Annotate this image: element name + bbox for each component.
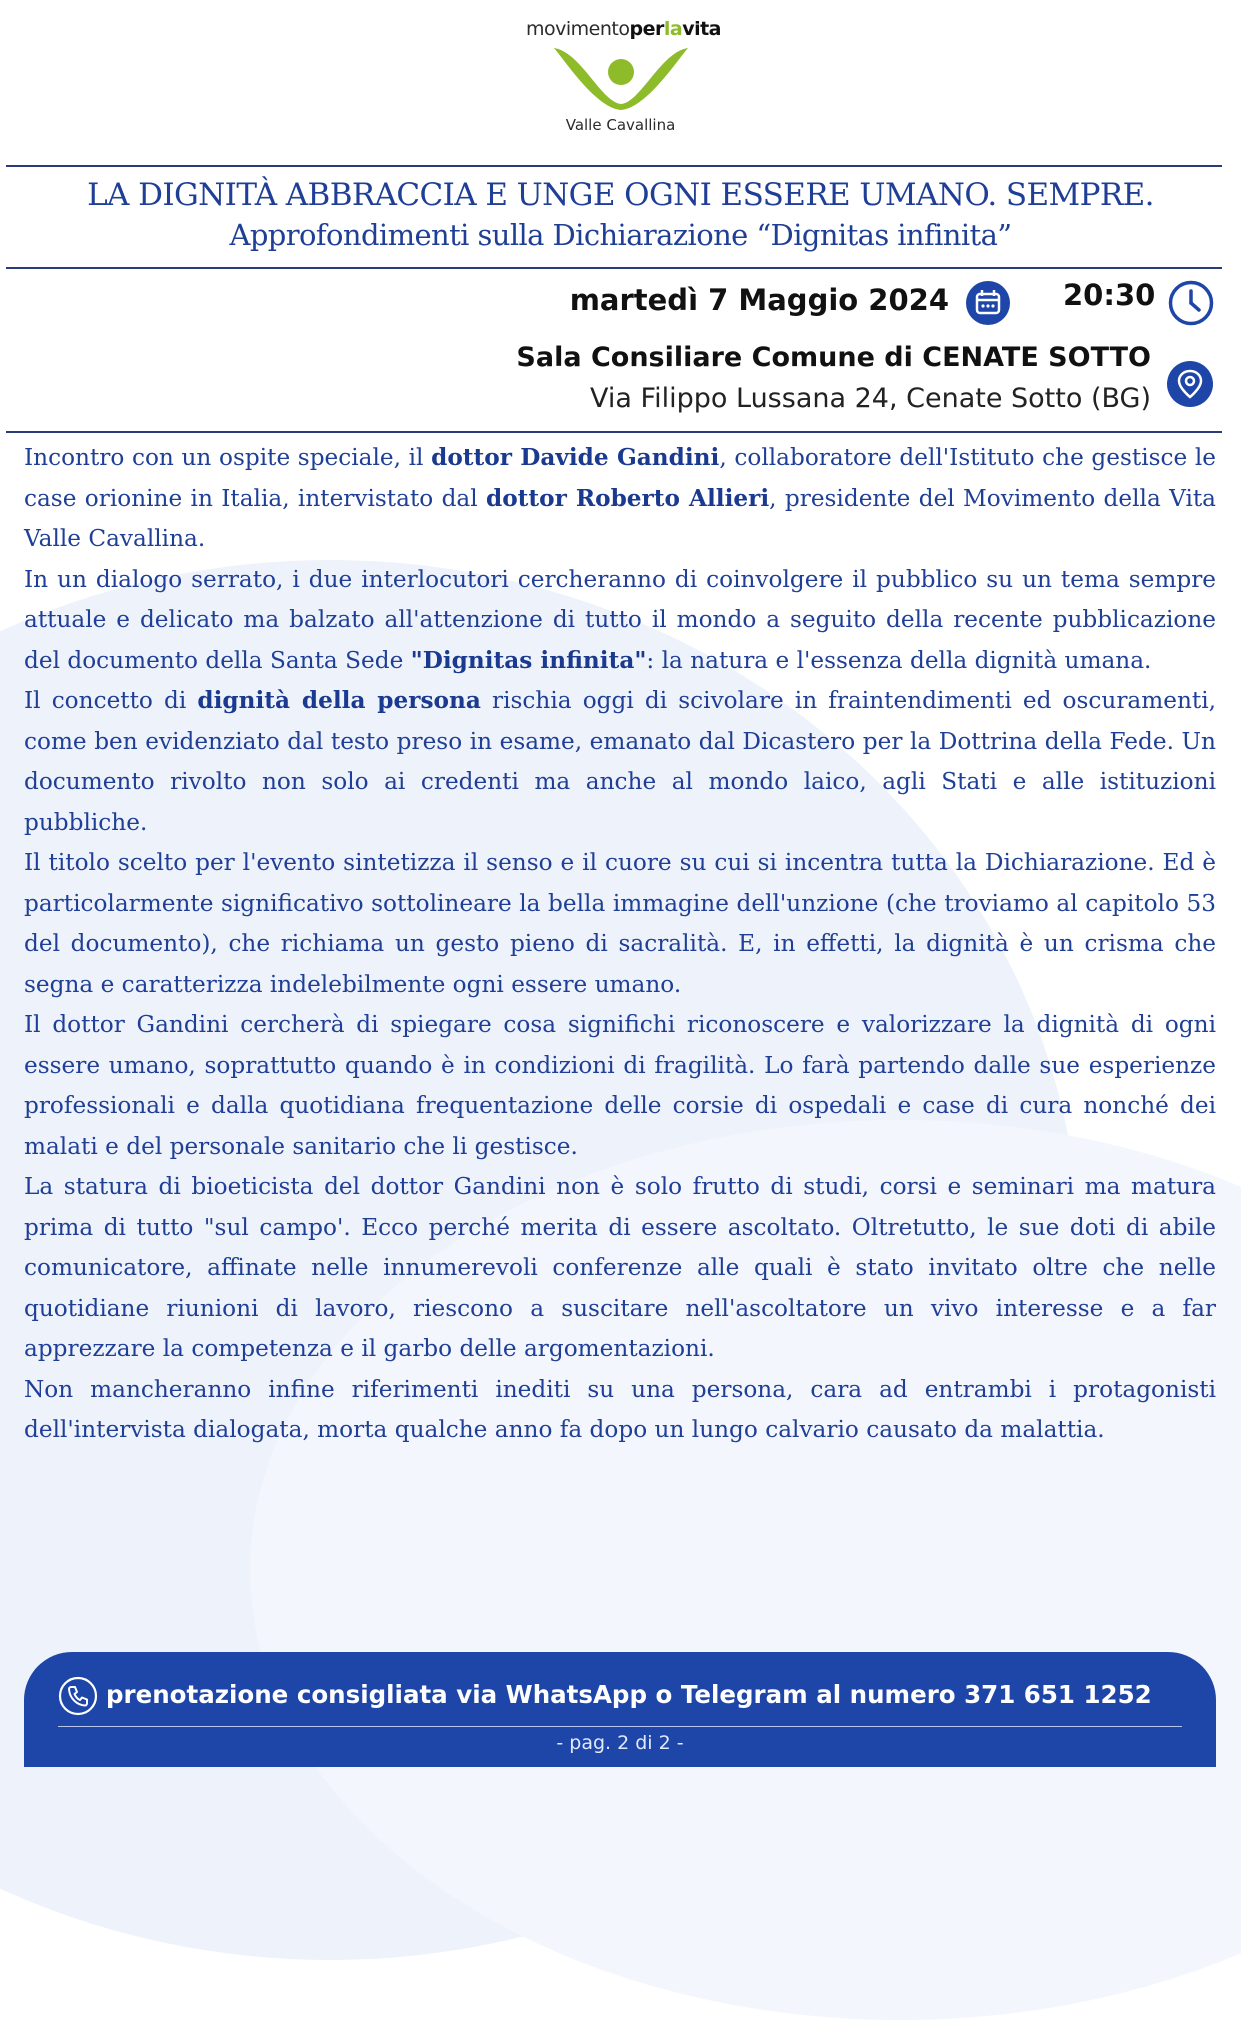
text-run: , collaboratore dell'Istituto che gestisce le case orionine in Italia, intervistato dal [24, 444, 1217, 512]
calendar-icon [965, 280, 1011, 326]
logo-word-vita: vita [682, 18, 721, 40]
paragraph-7: Non mancheranno infine riferimenti inediti su una persona, cara ad entrambi i protagonisti dell'intervista dialogata, morta qualche anno fa dopo un lungo calvario causato da malattia. [24, 1375, 1216, 1443]
paragraph-4: Il titolo scelto per l'evento sintetizza il senso e il cuore su cui si incentra tutta la Dichiarazione. Ed è particolarmente significativo sottolineare la bella immagine dell'unzione (che troviamo al capitolo 53 del documento), che richiama un gesto pieno di sacralità. E, in effetti, la dignità è un crisma che segna e caratterizza indelebilmente ogni essere umano. [24, 849, 1216, 998]
guest-name: dottor Davide Gandini [431, 444, 720, 471]
logo-word-movimento: movimento [526, 18, 630, 40]
paragraph-1 [24, 438, 1216, 560]
divider-top [6, 165, 1222, 167]
text-run: In un dialogo serrato, i due interlocutori cercheranno di coinvolgere il pubblico su un tema sempre attuale e delicato ma balzato all'attenzione di tutto il mondo a seguito della recente pubblicazione del documento della Santa Sede [24, 565, 1216, 674]
paragraph-3 [24, 681, 1216, 843]
title-subtitle: Approfondimenti sulla Dichiarazione “Dignitas infinita” [229, 218, 1012, 252]
logo-word-la: la [663, 18, 683, 40]
event-venue [0, 340, 1241, 420]
event-date: martedì 7 Maggio 2024 [569, 283, 949, 317]
paragraph-6: La statura di bioeticista del dottor Gandini non è solo frutto di studi, corsi e seminari ma matura prima di tutto "sul campo'. Ecco perché merita di essere ascoltato. Oltretutto, le sue doti di abile comunicatore, affinate nelle innumerevoli conferenze alle quali è stato invitato oltre che nelle quotidiane riunioni di lavoro, riescono a suscitare nell'ascoltatore un vivo interesse e a far apprezzare la competenza e il garbo delle argomentazioni. [24, 1173, 1216, 1362]
clock-icon [1168, 280, 1214, 326]
paragraph-2 [24, 560, 1216, 682]
venue-name: Sala Consiliare Comune di CENATE SOTTO [516, 342, 1151, 373]
phone-icon [58, 1676, 98, 1716]
event-datetime [0, 275, 1241, 335]
divider-title [6, 267, 1222, 269]
paragraph-5: Il dottor Gandini cercherà di spiegare cosa significhi riconoscere e valorizzare la dignità di ogni essere umano, soprattutto quando è in condizioni di fragilità. Lo farà partendo dalle sue esperienze professionali e dalla quotidiana frequentazione delle corsie di ospedali e case di cura nonché dei malati e del personale sanitario che li gestisce. [24, 1011, 1216, 1160]
logo-subtitle: Valle Cavallina [565, 116, 676, 134]
article-body [24, 438, 1216, 1451]
logo [0, 18, 1241, 148]
document-title: "Dignitas infinita" [410, 646, 647, 674]
text-run: Il concetto di [24, 687, 198, 714]
page-number: - pag. 2 di 2 - [556, 1732, 684, 1754]
venue-address: Via Filippo Lussana 24, Cenate Sotto (BG) [590, 383, 1151, 414]
logo-embrace-icon [546, 42, 696, 112]
footer-banner [24, 1652, 1216, 1767]
text-run: , presidente del Movimento della Vita Valle Cavallina. [24, 484, 1217, 552]
logo-word-per: per [629, 18, 664, 40]
divider-venue [6, 431, 1222, 433]
footer-divider [58, 1726, 1182, 1727]
text-run: Incontro con un ospite speciale, il [24, 444, 432, 471]
interviewer-name: dottor Roberto Allieri [486, 484, 770, 512]
text-run: rischia oggi di scivolare in fraintendimenti ed oscuramenti, come ben evidenziato dal testo preso in esame, emanato dal Dicastero per la Dottrina della Fede. Un documento rivolto non solo ai credenti ma anche al mondo laico, agli Stati e alle istituzioni pubbliche. [24, 687, 1216, 836]
booking-info: prenotazione consigliata via WhatsApp o Telegram al numero 371 651 1252 [106, 1680, 1152, 1709]
event-title [0, 175, 1241, 255]
map-pin-icon [1166, 360, 1214, 408]
key-concept: dignità della persona [197, 687, 481, 714]
event-time: 20:30 [1063, 278, 1156, 312]
title-main: LA DIGNITÀ ABBRACCIA E UNGE OGNI ESSERE UMANO. SEMPRE. [87, 177, 1154, 213]
logo-wordmark [6, 18, 1241, 40]
text-run: : la natura e l'essenza della dignità umana. [646, 646, 1152, 674]
